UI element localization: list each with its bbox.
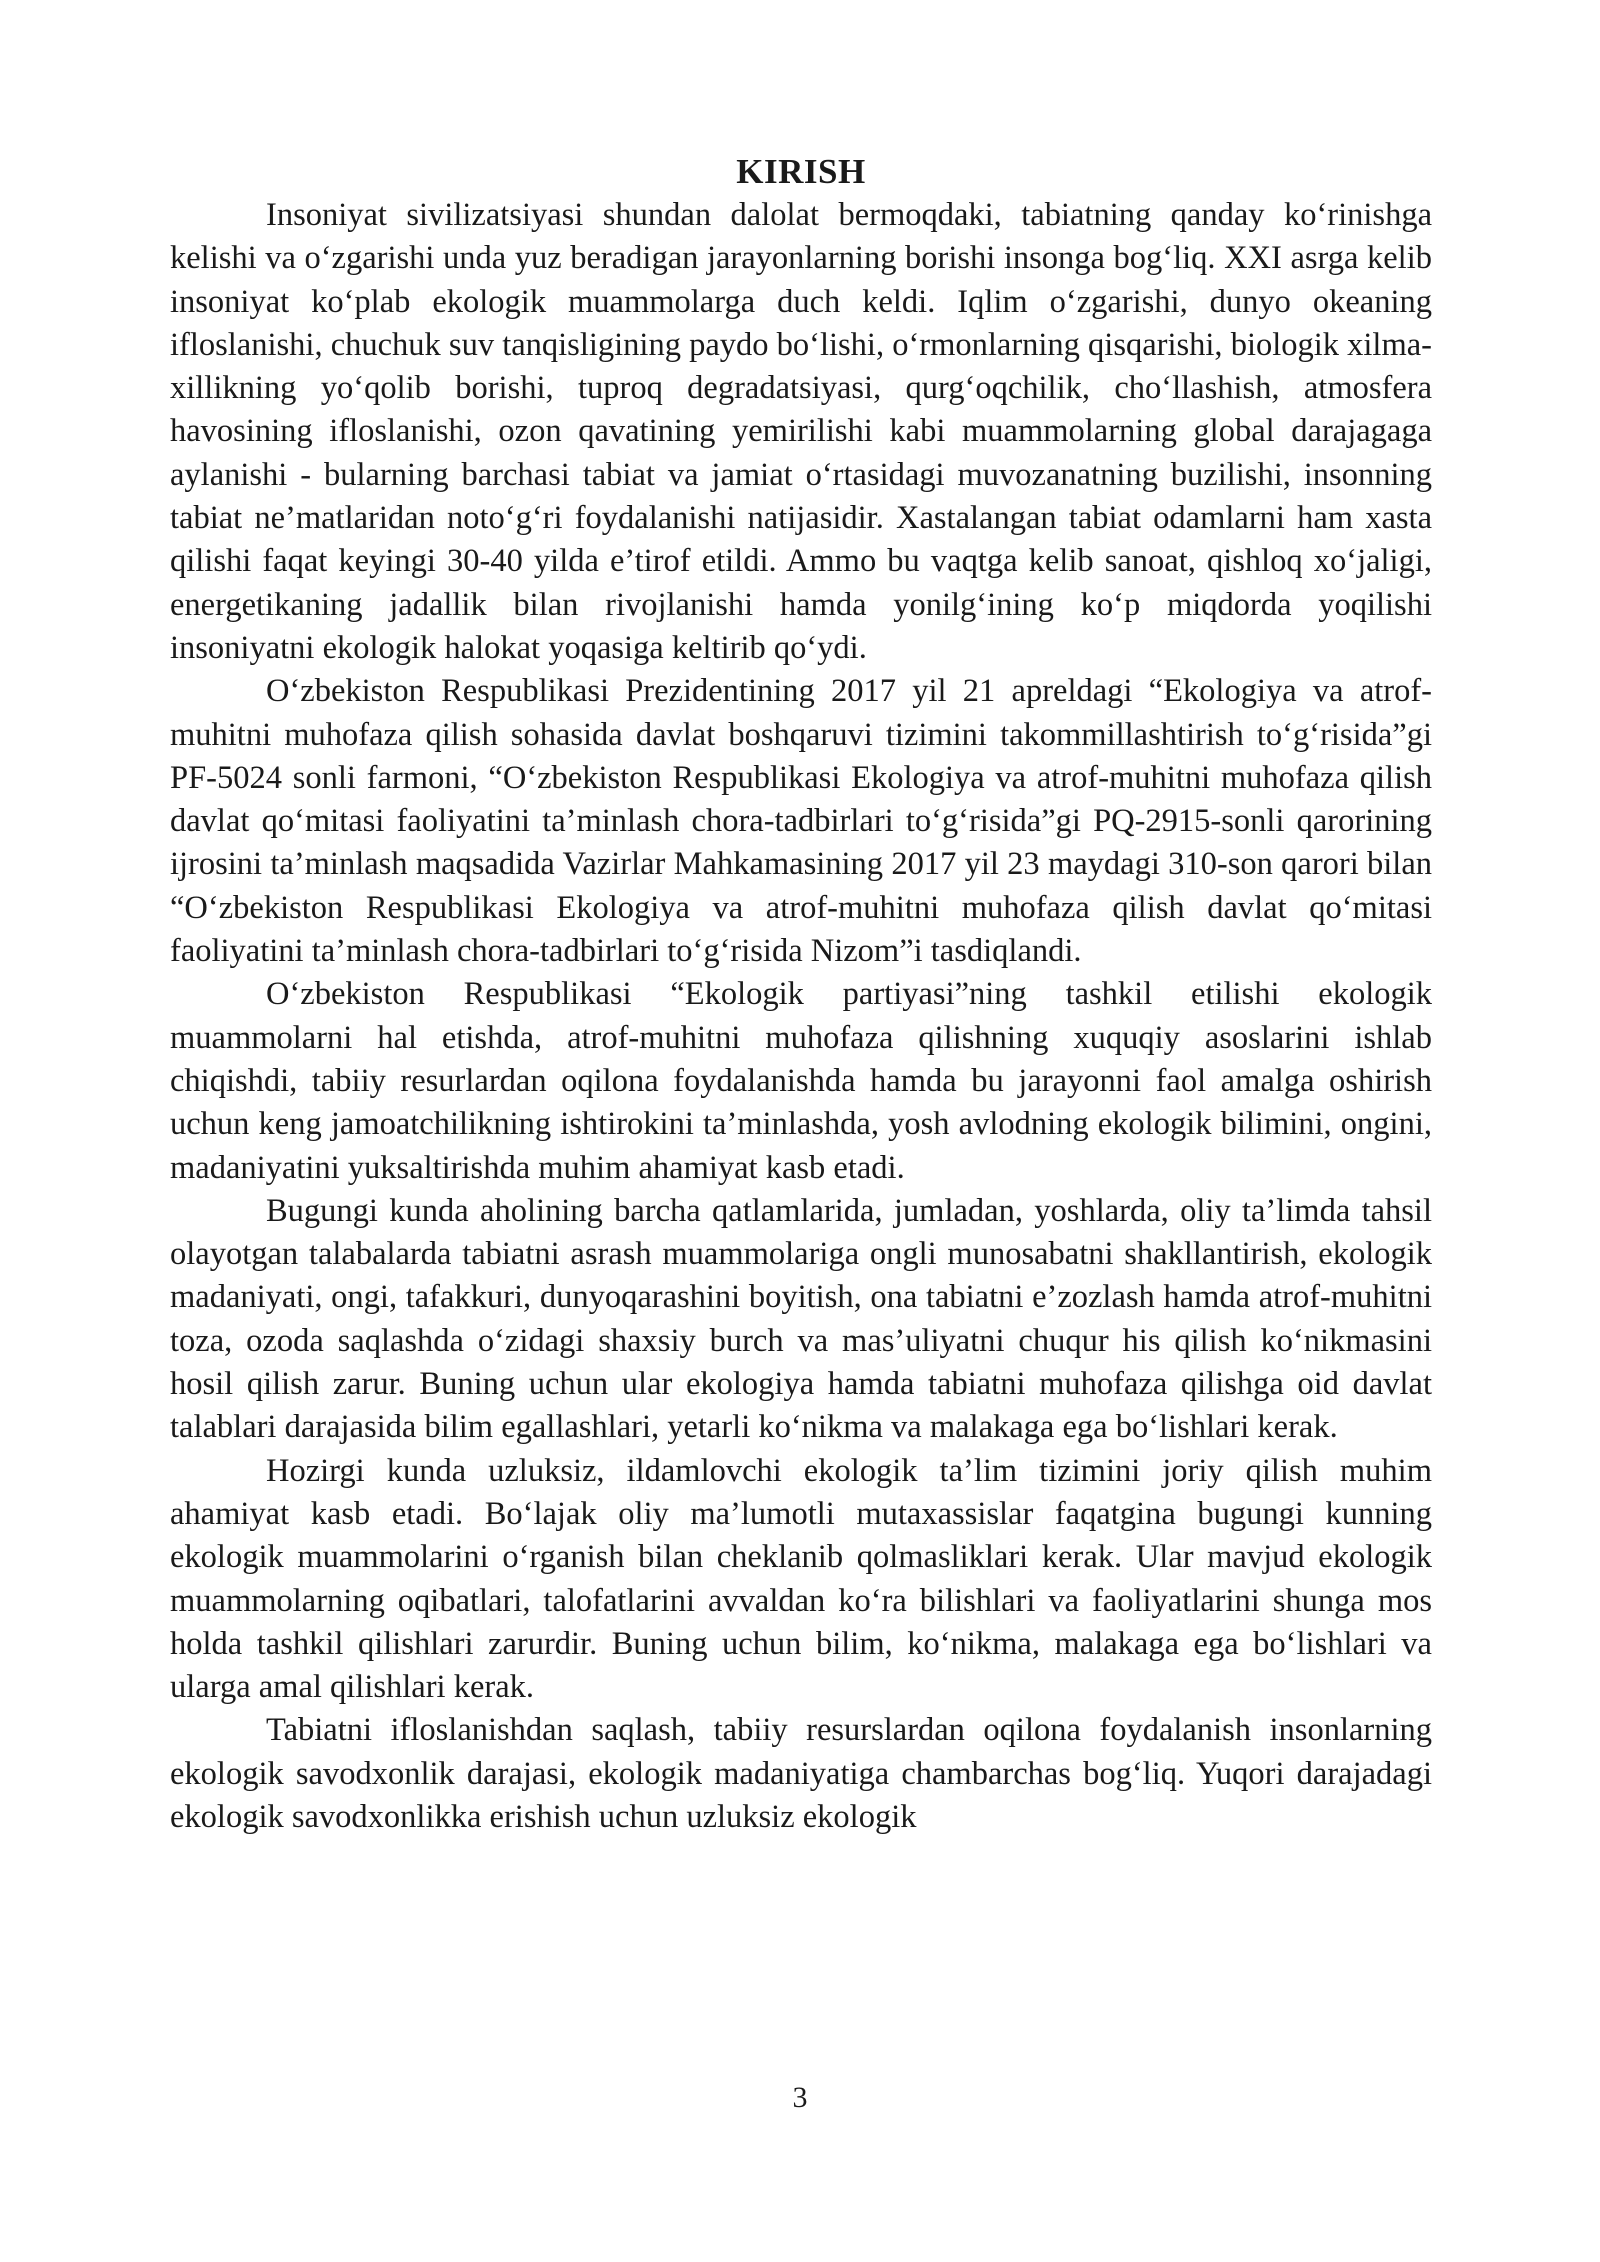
paragraph-2: O‘zbekiston Respublikasi Prezidentining 2017 yil 21 apreldagi “Ekologiya va atrof-muhitni muhofaza qilish sohasida davlat boshqaruvi tizimini takommillashtirish to‘g‘risida”gi PF-5024 sonli farmoni, “O‘zbekiston Respublikasi Ekologiya va atrof-muhitni muhofaza qilish davlat qo‘mitasi faoliyatini ta’minlash chora-tadbirlari to‘g‘risida”gi PQ-2915-sonli qarorining ijrosini ta’minlash maqsadida Vazirlar Mahkamasining 2017 yil 23 maydagi 310-son qarori bilan “O‘zbekiston Respublikasi Ekologiya va atrof-muhitni muhofaza qilish davlat qo‘mitasi faoliyatini ta’minlash chora-tadbirlari to‘g‘risida Nizom”i tasdiqlandi.	[170, 673, 1432, 970]
page-number: 3	[792, 2081, 808, 2114]
paragraph-6: Tabiatni ifloslanishdan saqlash, tabiiy resurslardan oqilona foydalanish insonlarning ekologik savodxonlik darajasi, ekologik madaniyatiga chambarchas bog‘liq. Yuqori darajadagi ekologik savodxonlikka erishish uchun uzluksiz ekologik	[170, 1712, 1432, 1835]
document-page	[170, 150, 1432, 1839]
paragraph-4: Bugungi kunda aholining barcha qatlamlarida, jumladan, yoshlarda, oliy ta’limda tahsil olayotgan talabalarda tabiatni asrash muammolariga ongli munosabatni shakllantirish, ekologik madaniyati, ongi, tafakkuri, dunyoqarashini boyitish, ona tabiatni e’zozlash hamda atrof-muhitni toza, ozoda saqlashda o‘zidagi shaxsiy burch va mas’uliyatni chuqur his qilish ko‘nikmasini hosil qilish zarur. Buning uchun ular ekologiya hamda tabiatni muhofaza qilishga oid davlat talablari darajasida bilim egallashlari, yetarli ko‘nikma va malakaga ega bo‘lishlari kerak.	[170, 1192, 1432, 1446]
paragraph-5: Hozirgi kunda uzluksiz, ildamlovchi ekologik ta’lim tizimini joriy qilish muhim ahamiyat kasb etadi. Bo‘lajak oliy ma’lumotli mutaxassislar faqatgina bugungi kunning ekologik muammolarini o‘rganish bilan cheklanib qolmasliklari kerak. Ular mavjud ekologik muammolarning oqibatlari, talofatlarini avvaldan ko‘ra bilishlari va faoliyatlarini shunga mos holda tashkil qilishlari zarurdir. Buning uchun bilim, ko‘nikma, malakaga ega bo‘lishlari va ularga amal qilishlari kerak.	[170, 1452, 1432, 1706]
paragraph-3: O‘zbekiston Respublikasi “Ekologik partiyasi”ning tashkil etilishi ekologik muammolarni hal etishda, atrof-muhitni muhofaza qilishning xuquqiy asoslarini ishlab chiqishdi, tabiiy resurlardan oqilona foydalanishda hamda bu jarayonni faol amalga oshirish uchun keng jamoatchilikning ishtirokini ta’minlashda, yosh avlodning ekologik bilimini, ongini, madaniyatini yuksaltirishda muhim ahamiyat kasb etadi.	[170, 976, 1432, 1186]
paragraph-1: Insoniyat sivilizatsiyasi shundan dalolat bermoqdaki, tabiatning qanday ko‘rinishga kelishi va o‘zgarishi unda yuz beradigan jarayonlarning borishi insonga bog‘liq. XXI asrga kelib insoniyat ko‘plab ekologik muammolarga duch keldi. Iqlim o‘zgarishi, dunyo okeaning ifloslanishi, chuchuk suv tanqisligining paydo bo‘lishi, o‘rmonlarning qisqarishi, biologik xilma-xillikning yo‘qolib borishi, tuproq degradatsiyasi, qurg‘oqchilik, cho‘llashish, atmosfera havosining ifloslanishi, ozon qavatining yemirilishi kabi muammolarning global darajagaga aylanishi - bularning barchasi tabiat va jamiat o‘rtasidagi muvozanatning buzilishi, insonning tabiat ne’matlaridan noto‘g‘ri foydalanishi natijasidir. Xastalangan tabiat odamlarni ham xasta qilishi faqat keyingi 30-40 yilda e’tirof etildi. Ammo bu vaqtga kelib sanoat, qishloq xo‘jaligi, energetikaning jadallik bilan rivojlanishi hamda yonilg‘ining ko‘p miqdorda yoqilishi insoniyatni ekologik halokat yoqasiga keltirib qo‘ydi.	[170, 197, 1432, 666]
section-title: KIRISH	[736, 152, 866, 191]
